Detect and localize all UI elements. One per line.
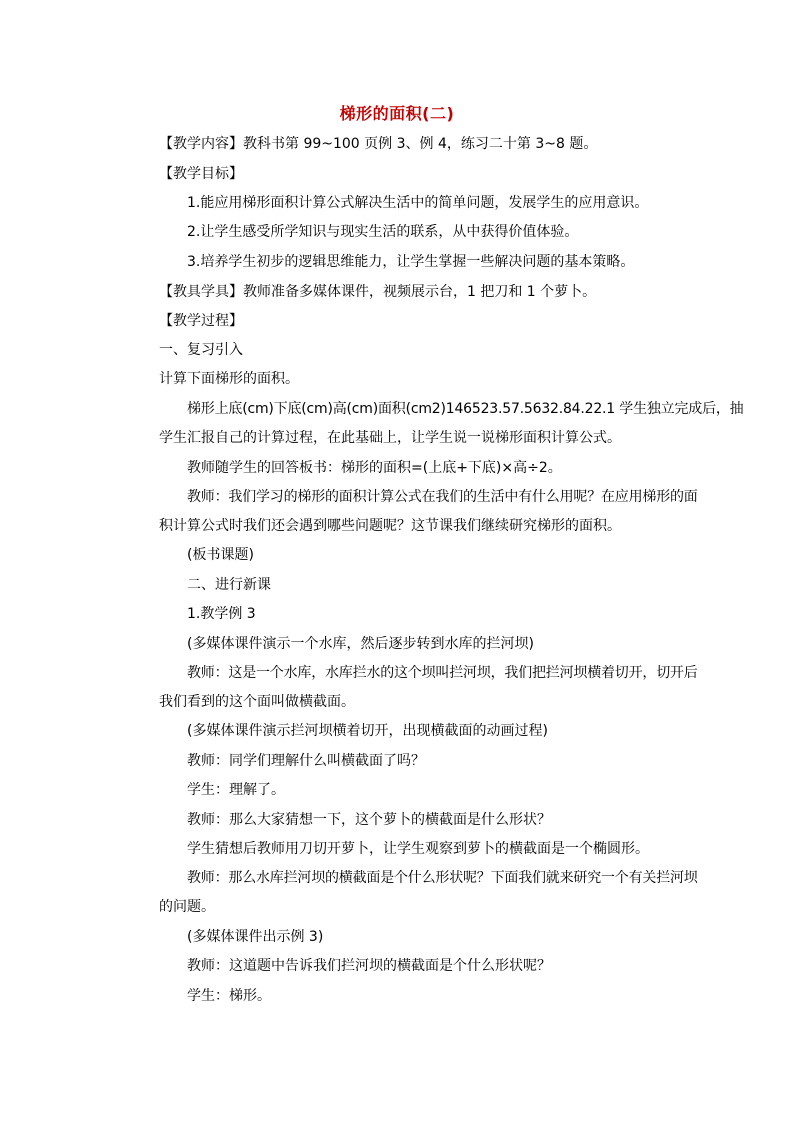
paragraph-line: 我们看到的这个面叫做横截面。 [159, 694, 355, 710]
paragraph-line: 2.让学生感受所学知识与现实生活的联系，从中获得价值体验。 [187, 224, 579, 240]
paragraph-line: 1.教学例 3 [187, 606, 256, 622]
paragraph-line: 3.培养学生初步的逻辑思维能力，让学生掌握一些解决问题的基本策略。 [187, 254, 635, 270]
paragraph-line: 积计算公式时我们还会遇到哪些问题呢？这节课我们继续研究梯形的面积。 [159, 518, 621, 534]
paragraph-line: 二、进行新课 [187, 577, 271, 593]
paragraph-line: 【教学过程】 [159, 313, 243, 329]
paragraph-line: 【教学目标】 [159, 166, 243, 182]
paragraph-line: (多媒体课件演示拦河坝横着切开，出现横截面的动画过程) [187, 723, 548, 739]
paragraph-line: 【教具学具】教师准备多媒体课件，视频展示台，1 把刀和 1 个萝卜。 [159, 284, 597, 300]
paragraph-line: 一、复习引入 [159, 342, 243, 358]
paragraph-line: 教师随学生的回答板书：梯形的面积=(上底+下底)×高÷2。 [187, 460, 562, 476]
paragraph-line: 学生猜想后教师用刀切开萝卜，让学生观察到萝卜的横截面是一个椭圆形。 [187, 841, 649, 857]
paragraph-line: 的问题。 [159, 899, 215, 915]
paragraph-line: 1.能应用梯形面积计算公式解决生活中的简单问题，发展学生的应用意识。 [187, 195, 649, 211]
paragraph-line: 教师：那么大家猜想一下，这个萝卜的横截面是什么形状？ [187, 812, 551, 828]
paragraph-line: 计算下面梯形的面积。 [159, 371, 299, 387]
paragraph-line: 教师：这道题中告诉我们拦河坝的横截面是个什么形状呢？ [187, 958, 551, 974]
paragraph-line: 教师：我们学习的梯形的面积计算公式在我们的生活中有什么用呢？在应用梯形的面 [187, 489, 698, 505]
paragraph-line: 学生：梯形。 [187, 988, 271, 1004]
paragraph-line: 教师：那么水库拦河坝的横截面是个什么形状呢？下面我们就来研究一个有关拦河坝 [187, 870, 698, 886]
paragraph-line: (多媒体课件出示例 3) [187, 929, 324, 945]
paragraph-line: 【教学内容】教科书第 99~100 页例 3、例 4，练习二十第 3~8 题。 [159, 136, 598, 152]
document-title: 梯形的面积(二) [339, 104, 455, 123]
paragraph-line: 梯形上底(cm)下底(cm)高(cm)面积(cm2)146523.57.5632.84.22.1 学生独立完成后，抽 [187, 401, 744, 417]
paragraph-line: 学生汇报自己的计算过程，在此基础上，让学生说一说梯形面积计算公式。 [159, 430, 621, 446]
paragraph-line: 学生：理解了。 [187, 782, 285, 798]
paragraph-line: 教师：同学们理解什么叫横截面了吗？ [187, 753, 425, 769]
paragraph-line: (板书课题) [187, 547, 254, 563]
paragraph-line: (多媒体课件演示一个水库，然后逐步转到水库的拦河坝) [187, 636, 534, 652]
paragraph-line: 教师：这是一个水库，水库拦水的这个坝叫拦河坝，我们把拦河坝横着切开，切开后 [187, 665, 698, 681]
